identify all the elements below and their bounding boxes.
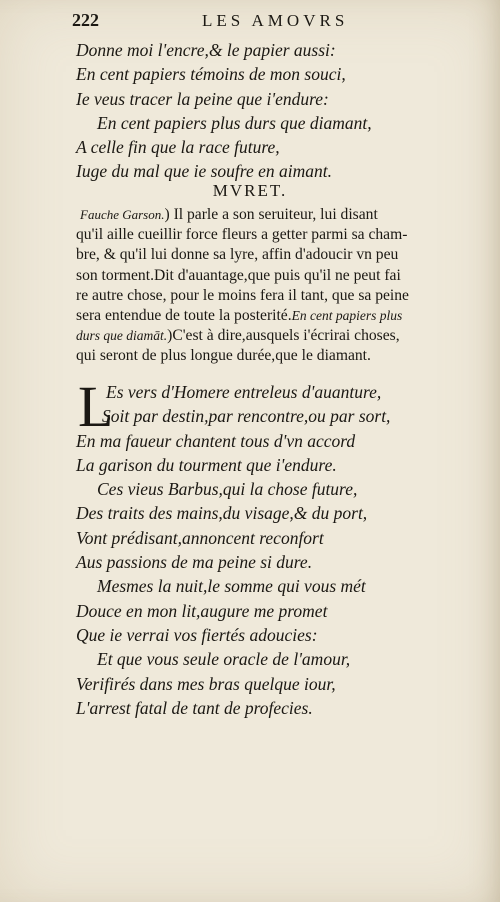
commentary-line: bre, & qu'il lui donne sa lyre, affin d'adoucir vn peu xyxy=(76,246,399,264)
verse-line: A celle fin que la race future, xyxy=(76,137,280,158)
commentary-quote: durs que diamāt. xyxy=(76,328,168,344)
verse-line: Es vers d'Homere entreleus d'auanture, xyxy=(106,382,382,402)
commentary-line: son torment.Dit d'auantage,que puis qu'il ne peut fai xyxy=(76,266,401,284)
verse-line: La garison du tourment que i'endure. xyxy=(76,454,337,475)
verse-line: Et que vous seule oracle de l'amour, xyxy=(97,649,351,670)
page-number: 222 xyxy=(72,10,99,30)
running-head: LES AMOVRS xyxy=(202,11,349,30)
commentary-line: qu'il aille cueillir force fleurs a getter parmi sa cham- xyxy=(76,226,408,244)
sonnet xyxy=(76,374,391,720)
verse-line: Mesmes la nuit,le somme qui vous mét xyxy=(97,576,366,597)
commentary-text: sera entendue de toute la posterité. xyxy=(76,306,292,324)
commentary-title: MVRET. xyxy=(212,181,288,200)
verse-line: Aus passions de ma peine si dure. xyxy=(76,552,313,573)
verse-line: Verifirés dans mes bras quelque iour, xyxy=(76,673,336,694)
commentary-lemma: Fauche Garson. xyxy=(80,207,165,222)
commentary-text: ) Il parle a son seruiteur, lui disant xyxy=(164,206,378,223)
drop-cap: L xyxy=(78,374,114,439)
verse-line: L'arrest fatal de tant de profecies. xyxy=(76,697,313,718)
verse-line: En cent papiers plus durs que diamant, xyxy=(97,112,372,133)
commentary-line xyxy=(76,326,472,346)
page-header xyxy=(72,10,468,32)
commentary-text: )C'est à dire,ausquels i'écrirai choses, xyxy=(167,327,400,345)
verse-line: Iuge du mal que ie soufre en aimant. xyxy=(76,161,332,182)
sonnet-ending xyxy=(76,38,372,184)
verse-line: Des traits des mains,du visage,& du port, xyxy=(76,503,368,524)
verse-line: Vont prédisant,annoncent reconfort xyxy=(76,527,324,548)
commentary-block xyxy=(76,205,472,367)
verse-line: Douce en mon lit,augure me promet xyxy=(76,600,328,621)
commentary-quote: En cent papiers plus xyxy=(291,307,403,323)
verse-line: Ces vieus Barbus,qui la chose future, xyxy=(97,479,358,500)
commentary-line xyxy=(76,205,472,225)
commentary-line xyxy=(76,306,472,326)
verse-line: En cent papiers témoins de mon souci, xyxy=(76,64,346,85)
commentary-line: re autre chose, pour le moins fera il tant, que sa peine xyxy=(76,286,409,304)
commentary-line: qui seront de plus longue durée,que le diamant. xyxy=(76,347,371,365)
verse-line: Soit par destin,par rencontre,ou par sort, xyxy=(102,406,391,427)
verse-line: En ma faueur chantent tous d'vn accord xyxy=(76,430,356,451)
verse-line: Donne moi l'encre,& le papier aussi: xyxy=(76,40,336,60)
verse-line: Que ie verrai vos fiertés adoucies: xyxy=(76,624,318,645)
verse-line: Ie veus tracer la peine que i'endure: xyxy=(76,88,329,109)
